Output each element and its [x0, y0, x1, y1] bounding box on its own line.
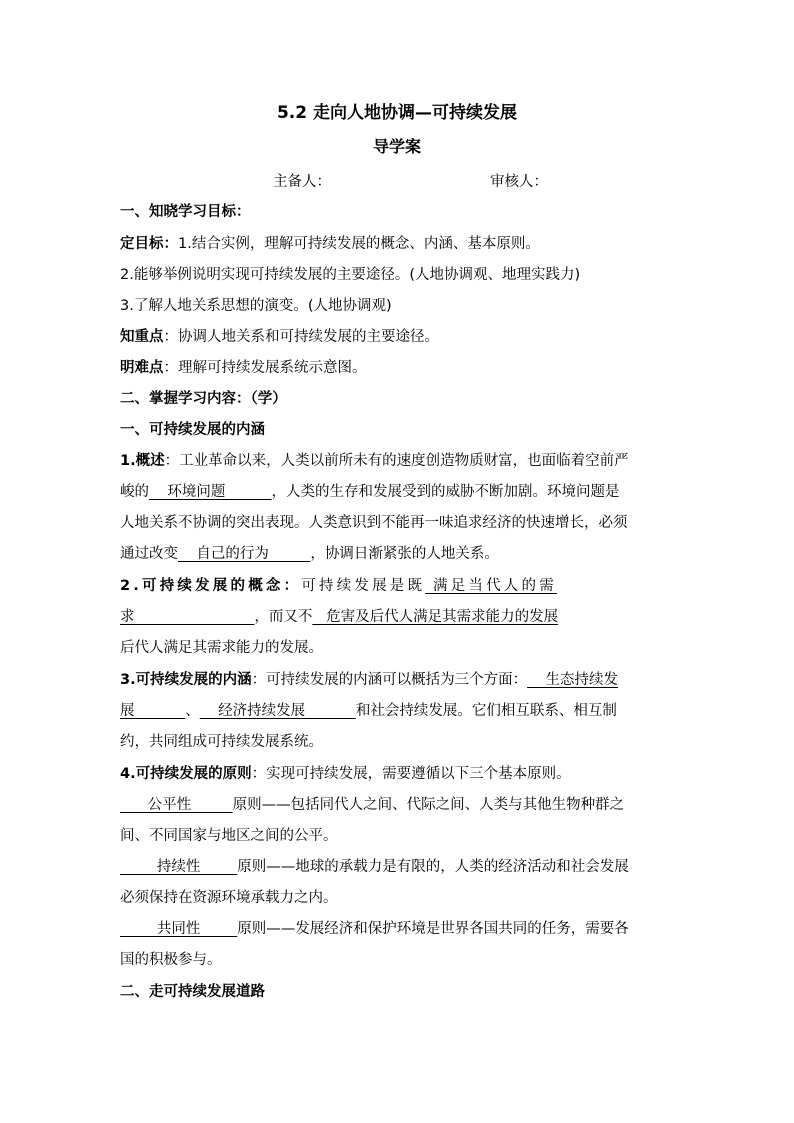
answer-blank-ecology: 生态持续发 — [527, 672, 619, 688]
preparer-label: 主备人： — [273, 174, 331, 190]
answer-blank-concept-2: 危害及后代人满足其需求能力的发展 — [312, 609, 559, 625]
overview-line-1 — [120, 451, 676, 471]
document-subtitle: 导学案 — [372, 137, 421, 156]
overview-line-2 — [120, 482, 676, 502]
answer-blank-concept-1: 满足当代人的需 — [425, 578, 557, 594]
answer-blank-commonality: 共同性 — [120, 921, 238, 937]
principle-commonality-line-1 — [120, 919, 676, 939]
concept-text-1: 可持续发展是既 — [301, 578, 426, 594]
section-2-heading: 二、掌握学习内容：（学） — [120, 391, 287, 407]
section-1-heading: 一、知晓学习目标： — [120, 204, 251, 220]
reviewer-label: 审核人： — [490, 174, 548, 190]
answer-blank-sustainability: 持续性 — [120, 859, 238, 875]
key-point-line — [120, 327, 676, 347]
principle-intro-line — [120, 764, 676, 784]
overview-line-3: 人地关系不协调的突出表现。人类意识到不能再一味追求经济的快速增长，必须 — [120, 515, 628, 531]
connotation-label: 3.可持续发展的内涵 — [120, 672, 252, 688]
concept-label: 2.可持续发展的概念： — [120, 578, 302, 594]
key-point-text: ：协调人地关系和可持续发展的主要途径。 — [163, 329, 439, 345]
principle-commonality-line-2: 国的积极参与。 — [120, 952, 222, 968]
part-2-heading: 二、走可持续发展道路 — [120, 984, 265, 1000]
connotation-line-2 — [120, 701, 676, 721]
goal-1: 1.结合实例，理解可持续发展的概念、内涵、基本原则。 — [178, 236, 540, 252]
principle-sustainability-line-1 — [120, 857, 676, 877]
answer-blank-economy: 经济持续发展 — [199, 703, 356, 719]
principle-fairness-line-2: 间、不同国家与地区之间的公平。 — [120, 828, 338, 844]
connotation-text-2b: 和社会持续发展。它们相互联系、相互制 — [355, 703, 617, 719]
answer-blank-ecology-b: 展 — [120, 703, 186, 719]
difficulty-line — [120, 358, 676, 378]
concept-line-2 — [120, 607, 676, 627]
overview-text-4a: 通过改变 — [120, 546, 178, 562]
connotation-line-3: 约，共同组成可持续发展系统。 — [120, 734, 323, 750]
goal-line-1 — [120, 234, 676, 254]
answer-blank-behavior: 自己的行为 — [178, 546, 311, 562]
commonality-text-1: 原则——发展经济和保护环境是世界各国共同的任务，需要各 — [237, 921, 629, 937]
difficulty-label: 明难点 — [120, 360, 164, 376]
fairness-text-1: 原则——包括同代人之间、代际之间、人类与其他生物种群之 — [232, 797, 625, 813]
connotation-text-1: ：可持续发展的内涵可以概括为三个方面： — [251, 672, 528, 688]
overview-line-4 — [120, 544, 676, 564]
principle-intro-text: ：实现可持续发展，需要遵循以下三个基本原则。 — [251, 766, 571, 782]
concept-text-2: ，而又不 — [254, 609, 313, 625]
answer-blank-concept-1b: 求 — [120, 609, 255, 625]
overview-text-4b: ，协调日渐紧张的人地关系。 — [310, 546, 499, 562]
key-point-label: 知重点 — [120, 329, 164, 345]
overview-text-2a: 峻的 — [120, 484, 149, 500]
sustainability-text-1: 原则——地球的承载力是有限的，人类的经济活动和社会发展 — [237, 859, 629, 875]
principle-label: 4.可持续发展的原则 — [120, 766, 252, 782]
goal-2: 2.能够举例说明实现可持续发展的主要途径。(人地协调观、地理实践力) — [120, 267, 581, 283]
principle-sustainability-line-2: 必须保持在资源环境承载力之内。 — [120, 890, 338, 906]
difficulty-text: ：理解可持续发展系统示意图。 — [163, 360, 367, 376]
principle-fairness-line-1 — [120, 795, 676, 815]
concept-line-1 — [120, 576, 676, 596]
part-1-heading: 一、可持续发展的内涵 — [120, 422, 265, 438]
overview-text-2b: ，人类的生存和发展受到的威胁不断加剧。环境问题是 — [271, 484, 620, 500]
connotation-line-1 — [120, 670, 676, 690]
answer-blank-environment: 环境问题 — [149, 484, 272, 500]
goal-label: 定目标： — [120, 236, 178, 252]
document-title: 5.2 走向人地协调—可持续发展 — [276, 103, 518, 123]
concept-line-3: 后代人满足其需求能力的发展。 — [120, 640, 323, 656]
connotation-text-2a: 、 — [185, 703, 200, 719]
overview-text-1: ：工业革命以来，人类以前所未有的速度创造物质财富，也面临着空前严 — [164, 453, 629, 469]
goal-3: 3.了解人地关系思想的演变。(人地协调观) — [120, 298, 392, 314]
answer-blank-fairness: 公平性 — [120, 797, 233, 813]
overview-label: 1.概述 — [120, 453, 165, 469]
